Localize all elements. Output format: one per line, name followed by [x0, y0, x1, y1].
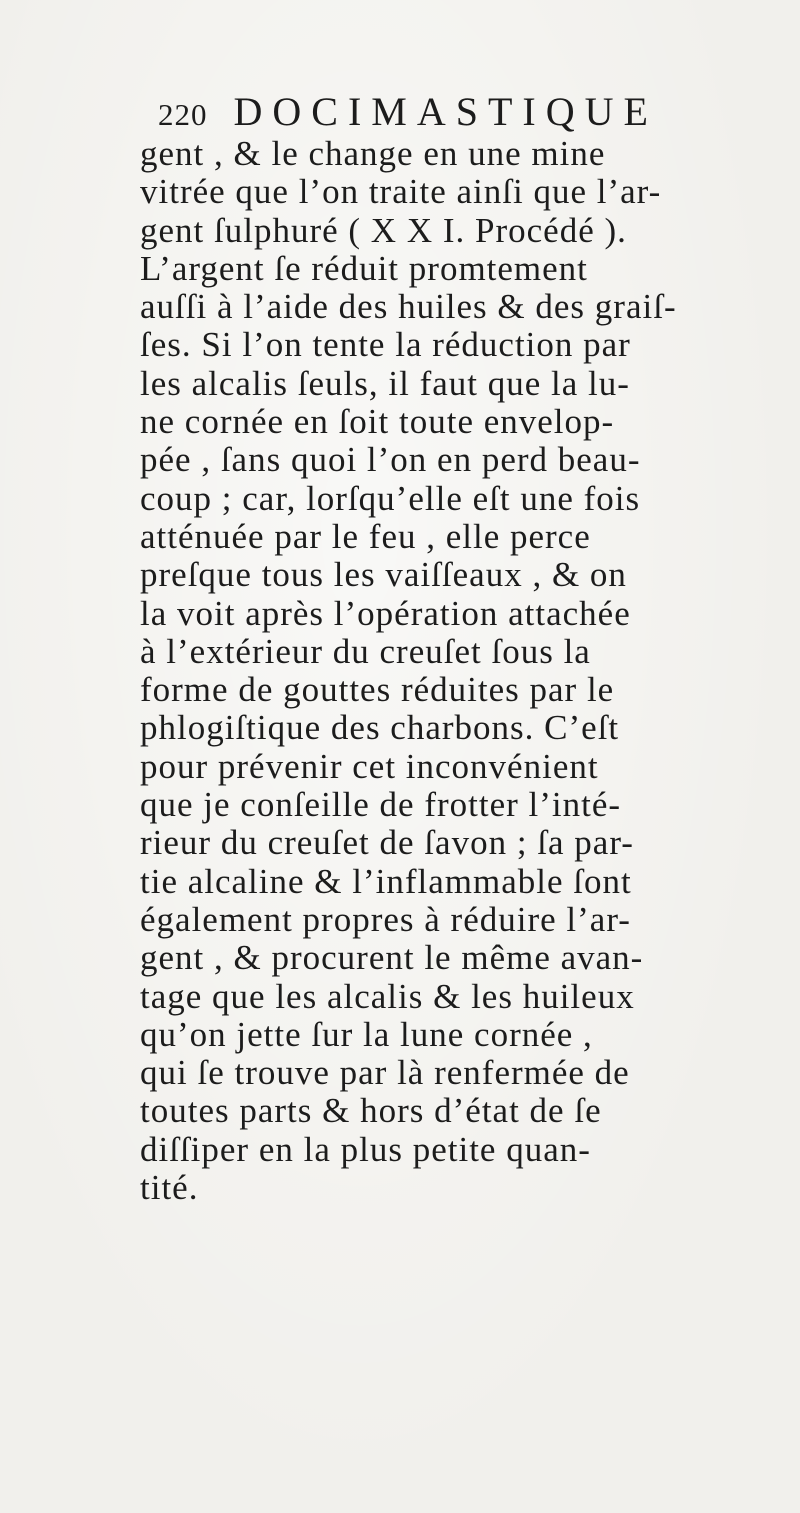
text-line: rieur du creuſet de ſavon ; ſa par-: [140, 823, 634, 863]
text-line: gent , & procurent le même avan-: [140, 938, 644, 978]
text-line: tie alcaline & l’inflammable ſont: [140, 861, 632, 901]
text-line: tage que les alcalis & les huileux: [140, 976, 635, 1016]
text-line: gent , & le change en une mine: [140, 134, 606, 173]
text-line: qu’on jette ſur la lune cornée ,: [140, 1014, 593, 1054]
text-line: ne cornée en ſoit toute envelop-: [140, 402, 615, 442]
text-line: pée , ſans quoi l’on en perd beau-: [140, 440, 641, 480]
page-header: [158, 88, 758, 138]
text-line: les alcalis ſeuls, il faut que la lu-: [140, 363, 630, 403]
body-text: [140, 135, 790, 1207]
text-line: forme de gouttes réduites par le: [140, 670, 615, 710]
text-line: qui ſe trouve par là renfermée de: [140, 1053, 630, 1093]
text-line: que je conſeille de frotter l’inté-: [140, 785, 622, 825]
text-line: ſes. Si l’on tente la réduction par: [140, 325, 631, 365]
running-head: DOCIMASTIQUE: [233, 89, 658, 134]
text-line: la voit après l’opération attachée: [140, 593, 631, 633]
text-line: auſſi à l’aide des huiles & des graiſ-: [140, 287, 677, 327]
text-line: à l’extérieur du creuſet ſous la: [140, 631, 591, 671]
text-line: tité.: [140, 1168, 199, 1208]
text-line: preſque tous les vaiſſeaux , & on: [140, 555, 627, 595]
text-line: atténuée par le feu , elle perce: [140, 516, 591, 556]
text-line: vitrée que l’on traite ainſi que l’ar-: [140, 172, 662, 212]
text-line: toutes parts & hors d’état de ſe: [140, 1091, 602, 1131]
text-line: gent ſulphuré ( X X I. Procédé ).: [140, 210, 627, 250]
page-number: 220: [158, 97, 208, 132]
text-line: coup ; car, lorſqu’elle eſt une fois: [140, 478, 641, 518]
text-line: également propres à réduire l’ar-: [140, 899, 631, 939]
text-line: phlogiſtique des charbons. C’eſt: [140, 708, 620, 748]
text-line: L’argent ſe réduit promtement: [140, 248, 588, 288]
text-line: pour prévenir cet inconvénient: [140, 746, 599, 786]
text-line: diſſiper en la plus petite quan-: [140, 1129, 591, 1169]
